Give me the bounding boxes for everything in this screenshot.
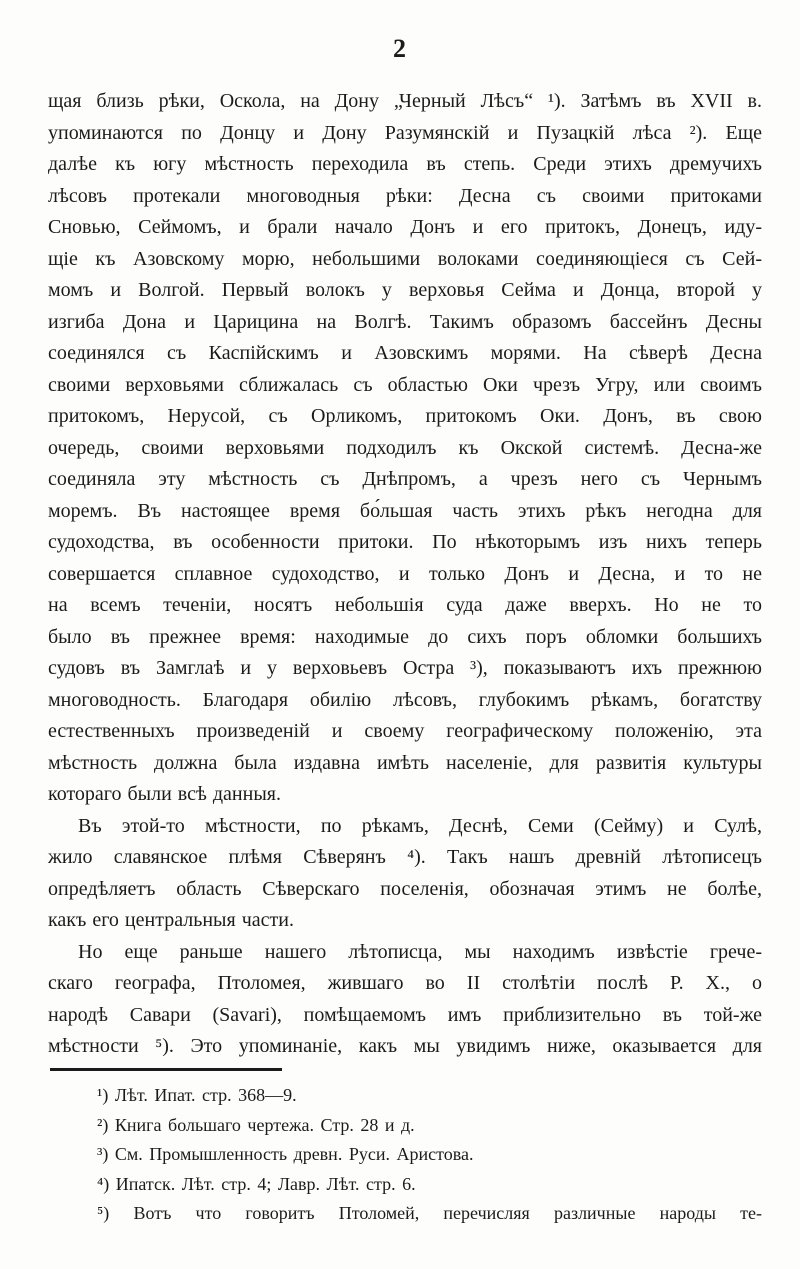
text-line: щая близь рѣки, Оскола, на Дону „Черный Лѣсъ“ ¹). Затѣмъ въ XVII в. — [48, 90, 762, 112]
text-line: соединяла эту мѣстность съ Днѣпромъ, а чрезъ него съ Чернымъ — [48, 468, 762, 490]
paragraph — [48, 86, 762, 811]
text-line: опредѣляетъ область Сѣверскаго поселенія, обозначая этимъ не болѣе, — [48, 877, 762, 900]
text-line: очередь, своими верховьями подходилъ къ Окской системѣ. Десна-же — [48, 436, 762, 459]
text-line: жило славянское плѣмя Сѣверянъ ⁴). Такъ нашъ древній лѣтописецъ — [48, 846, 762, 868]
text-line: щіе къ Азовскому морю, небольшими волоками соединяющіеся съ Сей- — [48, 247, 762, 270]
text-line: своими верховьями сближалась съ областью Оки чрезъ Угру, или своимъ — [48, 373, 762, 396]
text-line: притокомъ, Нерусой, съ Орликомъ, притокомъ Оки. Донъ, въ свою — [48, 405, 762, 427]
footnote: ³) См. Промышленность древн. Руси. Аристова. — [97, 1144, 474, 1164]
text-line: Но еще раньше нашего лѣтописца, мы находимъ извѣстіе грече- — [78, 940, 762, 963]
text-line: судоходства, въ особенности притоки. По нѣкоторымъ изъ нихъ теперь — [48, 531, 762, 553]
footnote: ⁵) Вотъ что говоритъ Птоломей, перечисляя различные народы те- — [97, 1203, 762, 1223]
text-line: многоводность. Благодаря обилію лѣсовъ, глубокимъ рѣкамъ, богатству — [48, 688, 762, 711]
text-line: совершается сплавное судоходство, и только Донъ и Десна, и то не — [48, 562, 762, 585]
text-line: изгиба Дона и Царицина на Волгѣ. Такимъ образомъ бассейнъ Десны — [48, 310, 762, 333]
text-line: естественныхъ произведеній и своему географическому положенію, эта — [48, 720, 762, 742]
main-text — [48, 86, 762, 1063]
footnote: ⁴) Ипатск. Лѣт. стр. 4; Лавр. Лѣт. стр. 6. — [97, 1173, 416, 1194]
footnote-separator-rule — [50, 1068, 282, 1071]
text-line: народѣ Савари (Savari), помѣщаемомъ имъ приблизительно въ той-же — [48, 1003, 762, 1026]
text-line: моремъ. Въ настоящее время бо́льшая часть этихъ рѣкъ негодна для — [48, 499, 762, 522]
text-line: Сновью, Сеймомъ, и брали начало Донъ и его притокъ, Донецъ, иду- — [48, 216, 762, 238]
page-number: 2 — [393, 34, 407, 63]
footnote: ¹) Лѣт. Ипат. стр. 368—9. — [97, 1085, 297, 1105]
text-line: котораго были всѣ данныя. — [48, 783, 281, 805]
text-line: далѣе къ югу мѣстность переходила въ степь. Среди этихъ дремучихъ — [48, 153, 762, 175]
text-line: судовъ въ Замглаѣ и у верховьевъ Остра ³), показываютъ ихъ прежнюю — [48, 657, 762, 679]
footnotes-section — [48, 1081, 762, 1229]
text-line: упоминаются по Донцу и Дону Разумянскій и Пузацкій лѣса ²). Еще — [48, 121, 762, 144]
text-line: было въ прежнее время: находимые до сихъ поръ обломки большихъ — [48, 625, 762, 648]
text-line: Въ этой-то мѣстности, по рѣкамъ, Деснѣ, Семи (Сейму) и Сулѣ, — [78, 814, 762, 837]
text-line: лѣсовъ протекали многоводныя рѣки: Десна съ своими притоками — [48, 184, 762, 207]
text-line: на всемъ теченіи, носятъ небольшія суда даже вверхъ. Но не то — [48, 594, 762, 616]
text-line: мѣстность должна была издавна имѣть населеніе, для развитія культуры — [48, 751, 762, 774]
text-line: какъ его центральныя части. — [48, 909, 294, 931]
paragraph — [48, 811, 762, 937]
footnote: ²) Книга большаго чертежа. Стр. 28 и д. — [97, 1114, 415, 1135]
text-line: мѣстности ⁵). Это упоминаніе, какъ мы увидимъ ниже, оказывается для — [48, 1035, 762, 1057]
text-line: момъ и Волгой. Первый волокъ у верховья Сейма и Донца, второй у — [48, 279, 762, 301]
text-line: соединялся съ Каспійскимъ и Азовскимъ морями. На сѣверѣ Десна — [48, 342, 762, 364]
paragraph — [48, 937, 762, 1063]
text-line: скаго географа, Птоломея, жившаго во II столѣтіи послѣ Р. Х., о — [48, 972, 762, 994]
